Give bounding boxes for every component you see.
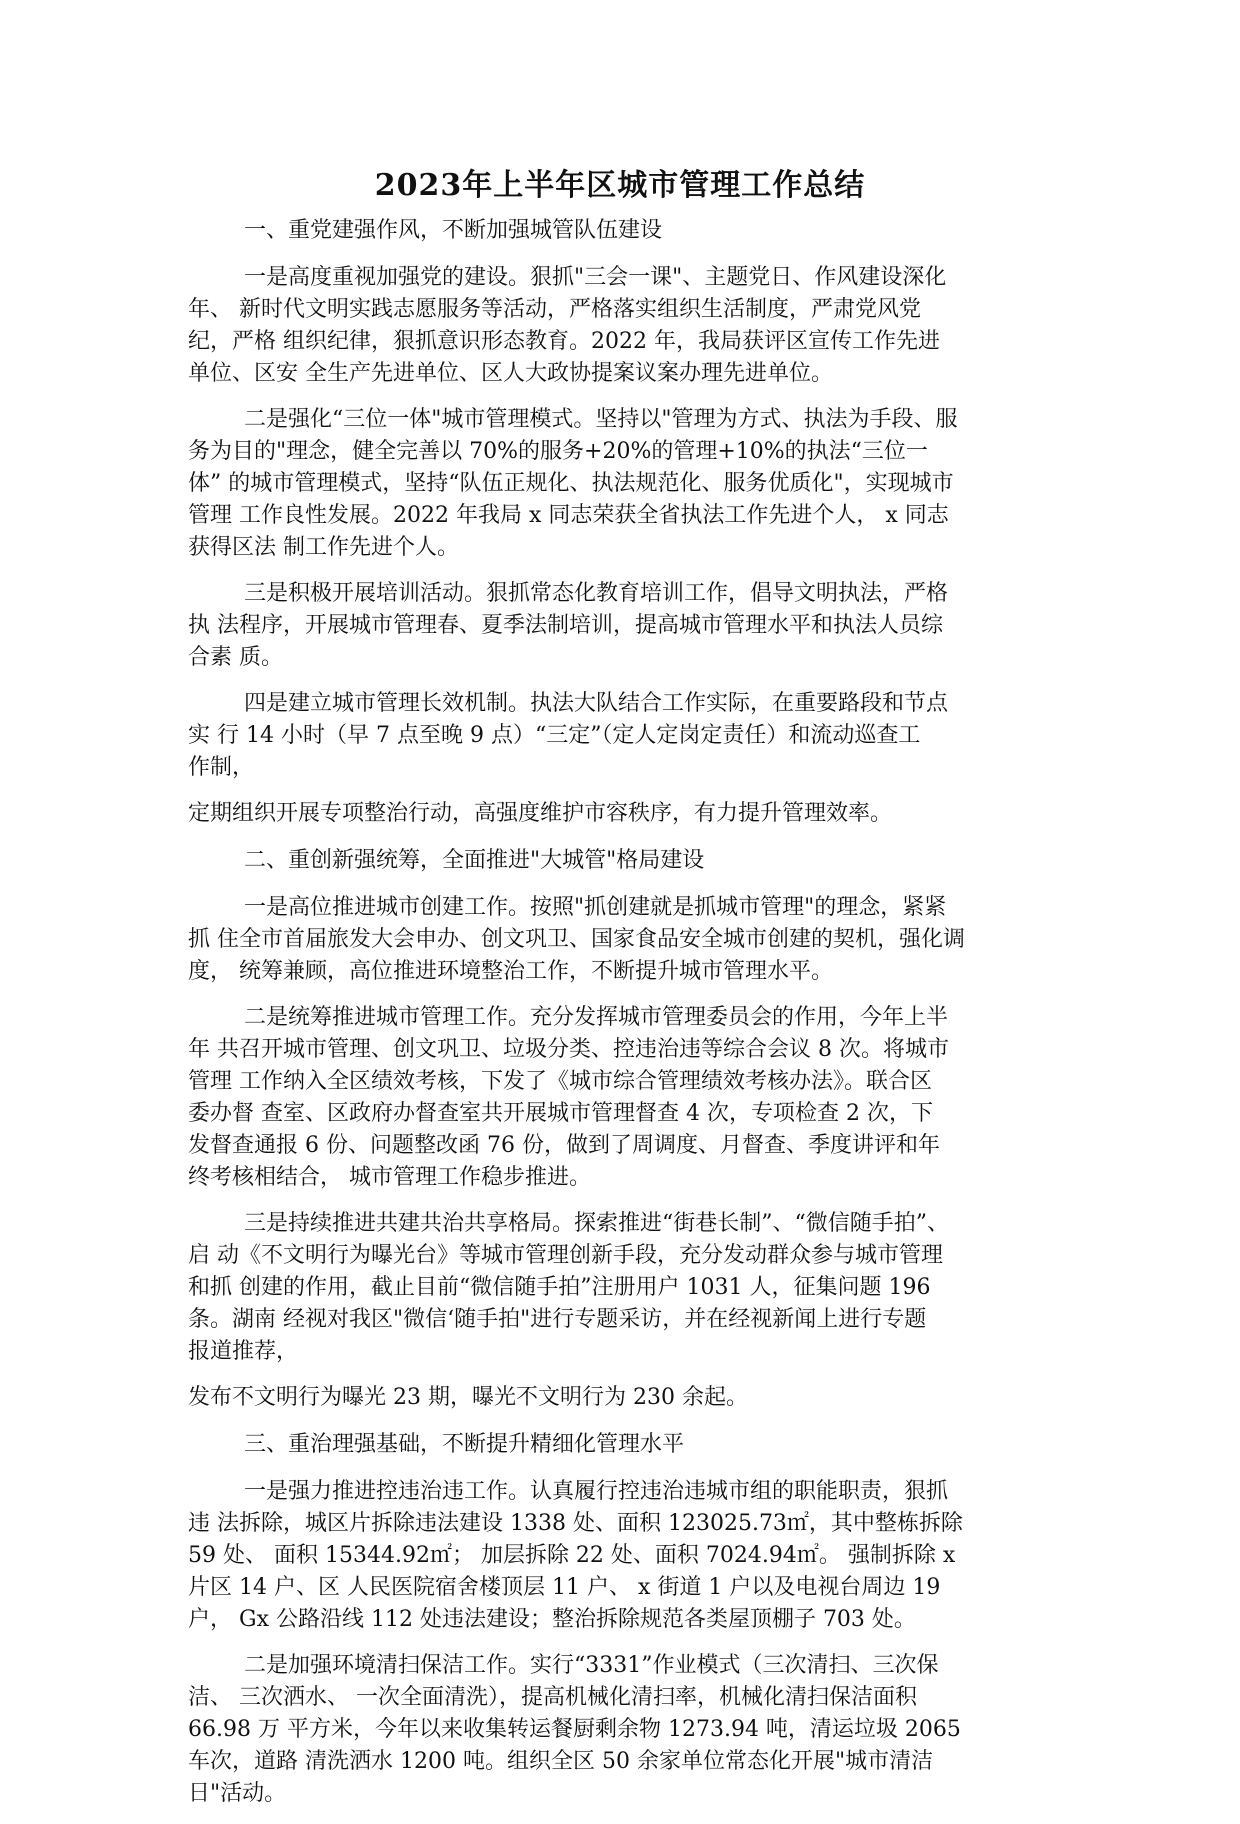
paragraph-line: 管理 工作良性发展。2022 年我局 x 同志荣获全省执法工作先进个人， x 同志 xyxy=(188,503,949,528)
paragraph-line: 执 法程序，开展城市管理春、夏季法制培训，提高城市管理水平和执法人员综 xyxy=(188,613,943,638)
paragraph-line: 务为目的"理念，健全完善以 70%的服务+20%的管理+10%的执法“三位一 xyxy=(188,439,928,464)
paragraph-line: 抓 住全市首届旅发大会申办、创文巩卫、国家食品安全城市创建的契机，强化调 xyxy=(188,927,965,952)
paragraph-line: 洁、 三次洒水、 一次全面清洗），提高机械化清扫率，机械化清扫保洁面积 xyxy=(188,1685,917,1710)
paragraph-line: 度， 统筹兼顾，高位推进环境整治工作，不断提升城市管理水平。 xyxy=(188,959,833,984)
paragraph-line: 报道推荐， xyxy=(188,1339,299,1364)
paragraph xyxy=(188,578,1068,674)
paragraph-line: 发布不文明行为曝光 23 期，曝光不文明行为 230 余起。 xyxy=(188,1385,748,1410)
paragraph-line: 59 处、 面积 15344.92㎡； 加层拆除 22 处、面积 7024.94㎡。 强制拆除 x xyxy=(188,1543,956,1568)
paragraph xyxy=(188,262,1068,390)
paragraph-line: 户， Gx 公路沿线 112 处违法建设；整治拆除规范各类屋顶棚子 703 处。 xyxy=(188,1607,916,1632)
paragraph xyxy=(188,1382,1068,1414)
section-heading: 一、重党建强作风，不断加强城管队伍建设 xyxy=(244,218,663,243)
paragraph xyxy=(188,1208,1068,1368)
paragraph-line: 纪，严格 组织纪律，狠抓意识形态教育。2022 年，我局获评区宣传工作先进 xyxy=(188,329,940,354)
paragraph-line: 二是加强环境清扫保洁工作。实行“3331”作业模式（三次清扫、三次保 xyxy=(244,1653,939,1678)
paragraph-line: 启 动《不文明行为曝光台》等城市管理创新手段，充分发动群众参与城市管理 xyxy=(188,1243,943,1268)
paragraph-line: 合素 质。 xyxy=(188,645,283,670)
paragraph-line: 定期组织开展专项整治行动，高强度维护市容秩序，有力提升管理效率。 xyxy=(188,801,893,826)
paragraph-line: 三是积极开展培训活动。狠抓常态化教育培训工作，倡导文明执法，严格 xyxy=(244,581,949,606)
paragraph-line: 作制， xyxy=(188,755,255,780)
paragraph-line: 日"活动。 xyxy=(188,1781,287,1806)
paragraph xyxy=(188,404,1068,564)
paragraph-line: 车次，道路 清洗洒水 1200 吨。组织全区 50 余家单位常态化开展"城市清洁 xyxy=(188,1749,934,1774)
paragraph-line: 单位、区安 全生产先进单位、区人大政协提案议案办理先进单位。 xyxy=(188,361,833,386)
paragraph xyxy=(188,892,1068,988)
paragraph xyxy=(188,798,1068,830)
paragraph-line: 三是持续推进共建共治共享格局。探索推进“街巷长制”、“微信随手拍”、 xyxy=(244,1211,949,1236)
paragraph-line: 违 法拆除，城区片拆除违法建设 1338 处、面积 123025.73㎡，其中整栋拆除 xyxy=(188,1511,963,1536)
paragraph-line: 二是统筹推进城市管理工作。充分发挥城市管理委员会的作用，今年上半 xyxy=(244,1005,949,1030)
paragraph-line: 二是强化“三位一体"城市管理模式。坚持以"管理为方式、执法为手段、服 xyxy=(244,407,958,432)
paragraph-line: 一是强力推进控违治违工作。认真履行控违治违城市组的职能职责，狠抓 xyxy=(244,1479,949,1504)
paragraph xyxy=(188,1650,1068,1810)
paragraph-line: 年 共召开城市管理、创文巩卫、垃圾分类、控违治违等综合会议 8 次。将城市 xyxy=(188,1037,949,1062)
paragraph xyxy=(188,1002,1068,1194)
paragraph-line: 一是高位推进城市创建工作。按照"抓创建就是抓城市管理"的理念，紧紧 xyxy=(244,895,947,920)
paragraph-line: 管理 工作纳入全区绩效考核，下发了《城市综合管理绩效考核办法》。联合区 xyxy=(188,1069,932,1094)
section-heading: 二、重创新强统筹，全面推进"大城管"格局建设 xyxy=(244,848,705,873)
paragraph xyxy=(188,688,1068,784)
document-title: 2023年上半年区城市管理工作总结 xyxy=(374,168,866,203)
paragraph-line: 66.98 万 平方米，今年以来收集转运餐厨剩余物 1273.94 吨，清运垃圾 2065 xyxy=(188,1717,961,1742)
document-body xyxy=(188,214,1068,1824)
section-heading: 三、重治理强基础，不断提升精细化管理水平 xyxy=(244,1432,685,1457)
paragraph xyxy=(188,1476,1068,1636)
paragraph-line: 一是高度重视加强党的建设。狠抓"三会一课"、主题党日、作风建设深化 xyxy=(244,265,947,290)
paragraph-line: 片区 14 户、区 人民医院宿舍楼顶层 11 户、 x 街道 1 户以及电视台周边 19 xyxy=(188,1575,941,1600)
paragraph-line: 终考核相结合， 城市管理工作稳步推进。 xyxy=(188,1165,591,1190)
paragraph-line: 获得区法 制工作先进个人。 xyxy=(188,535,459,560)
paragraph-line: 和抓 创建的作用，截止目前“微信随手拍”注册用户 1031 人，征集问题 196 xyxy=(188,1275,931,1300)
paragraph-line: 体” 的城市管理模式，坚持“队伍正规化、执法规范化、服务优质化"，实现城市 xyxy=(188,471,954,496)
paragraph-line: 四是建立城市管理长效机制。执法大队结合工作实际，在重要路段和节点 xyxy=(244,691,949,716)
paragraph-line: 委办督 查室、区政府办督查室共开展城市管理督查 4 次，专项检查 2 次，下 xyxy=(188,1101,933,1126)
paragraph-line: 年、 新时代文明实践志愿服务等活动，严格落实组织生活制度，严肃党风党 xyxy=(188,297,921,322)
paragraph-line: 条。湖南 经视对我区"微信‘随手拍"进行专题采访，并在经视新闻上进行专题 xyxy=(188,1307,927,1332)
paragraph-line: 发督查通报 6 份、问题整改函 76 份，做到了周调度、月督查、季度讲评和年 xyxy=(188,1133,940,1158)
paragraph-line: 实 行 14 小时（早 7 点至晚 9 点）“三定”（定人定岗定责任）和流动巡查工 xyxy=(188,723,921,748)
